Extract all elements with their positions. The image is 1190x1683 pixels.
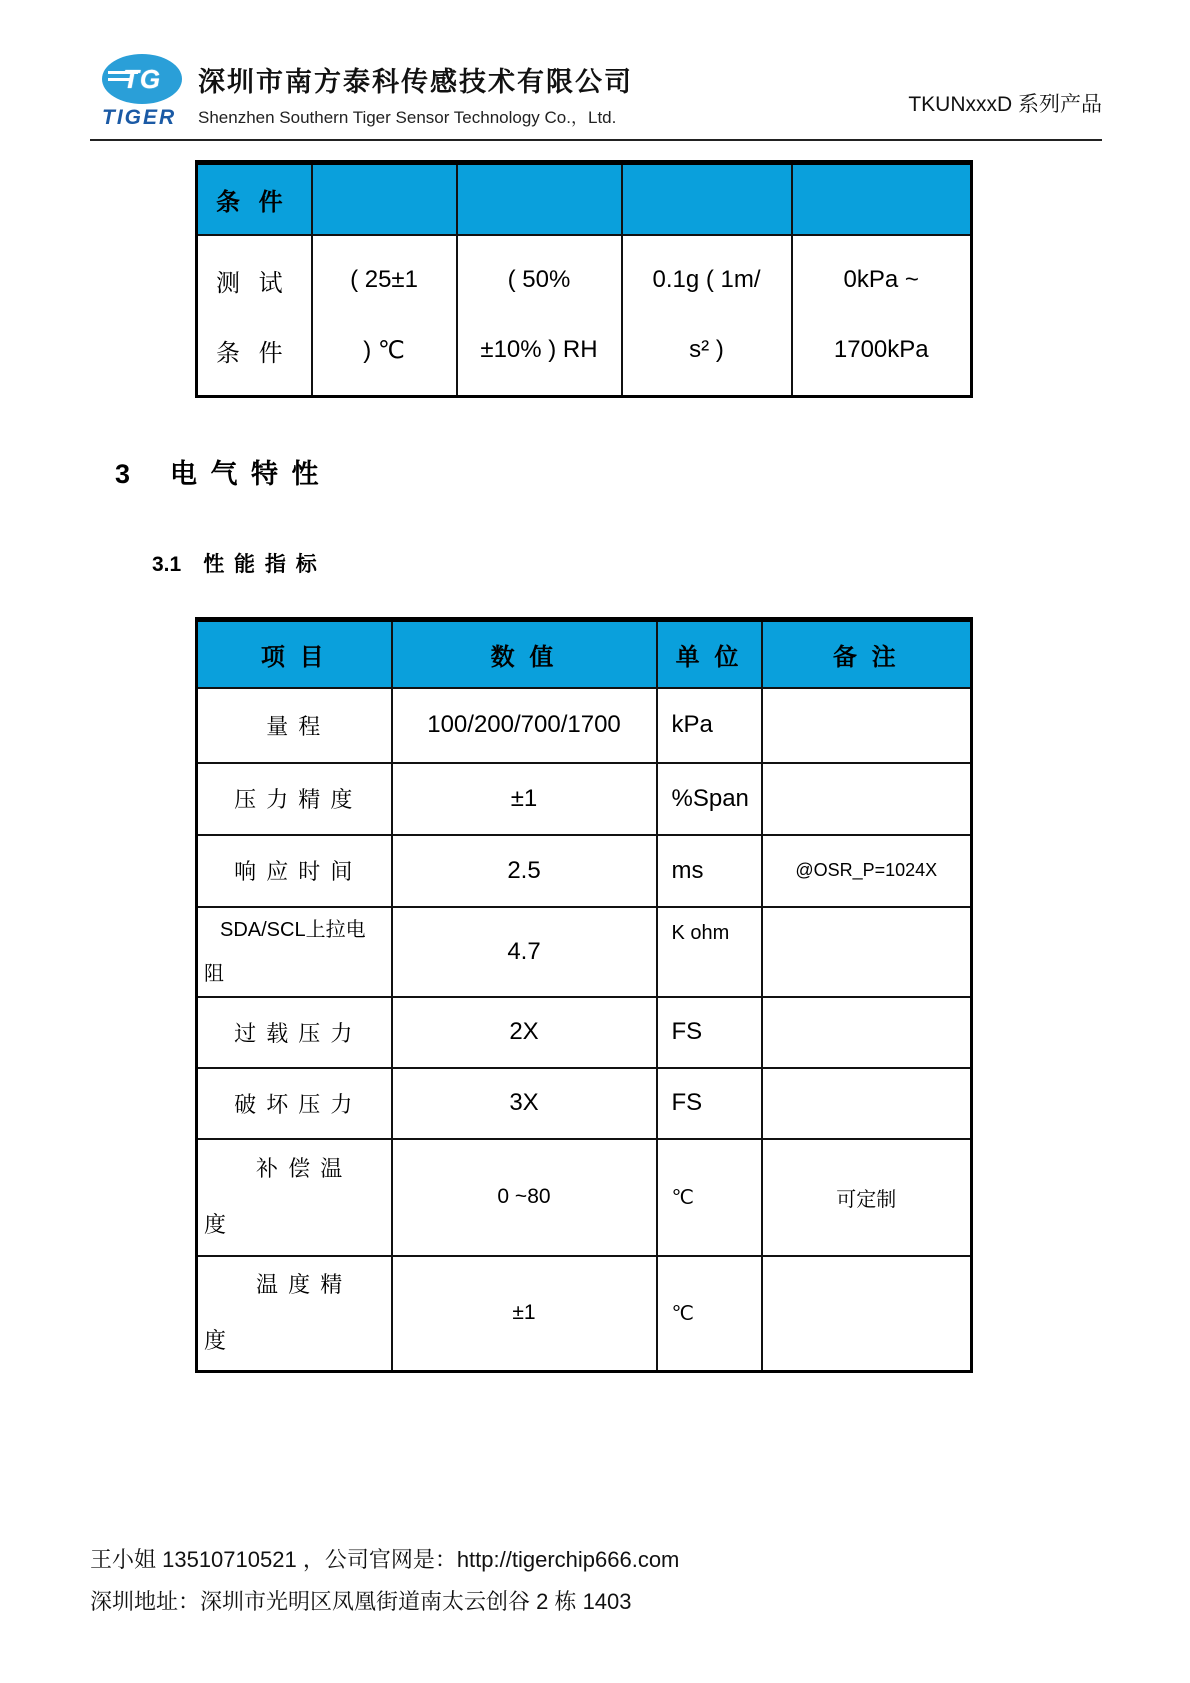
footer-contact-line: 王小姐 13510710521 ，公司官网是：http://tigerchip666.com: [90, 1547, 680, 1572]
spec-header-note: 备 注: [762, 620, 972, 688]
header-divider: [90, 139, 1102, 141]
gravity-line1: 0.1g ( 1m/: [652, 266, 761, 294]
condition-gravity-cell: [622, 235, 792, 397]
spec-item: 压 力 精 度: [197, 763, 392, 835]
spec-value: 2.5: [392, 835, 657, 907]
spec-unit: FS: [657, 997, 762, 1068]
conditions-header-cell: [457, 163, 622, 235]
spec-unit: ℃: [657, 1139, 762, 1256]
spec-header-item: 项 目: [197, 620, 392, 688]
pressure-line1: 0kPa ~: [843, 266, 919, 294]
spec-note: [762, 763, 972, 835]
logo-tg-monogram: TG: [122, 63, 162, 94]
spec-unit: ms: [657, 835, 762, 907]
temperature-line1: ( 25±1: [350, 266, 418, 293]
logo-tiger-wordmark: TIGER: [102, 106, 177, 129]
performance-spec-table: [195, 617, 973, 1373]
table-row: [197, 907, 972, 997]
subsection-number: 3.1: [152, 553, 182, 576]
spec-note: 可定制: [762, 1139, 972, 1256]
table-row: [197, 1256, 972, 1372]
spec-header-unit: 单 位: [657, 620, 762, 688]
conditions-label-line1: 测 试: [216, 269, 289, 297]
conditions-label-line2: 条 件: [216, 339, 289, 367]
table-row: [197, 1068, 972, 1139]
conditions-header-row: [197, 163, 972, 235]
spec-unit: kPa: [657, 688, 762, 763]
spec-note: @OSR_P=1024X: [762, 835, 972, 907]
company-name-cn: 深圳市南方泰科传感技术有限公司: [198, 67, 633, 97]
table-row: [197, 835, 972, 907]
spec-item: [197, 907, 392, 997]
test-conditions-table: [195, 160, 973, 398]
section-heading: [115, 452, 322, 491]
section-number: 3: [115, 459, 131, 489]
spec-item: 量 程: [197, 688, 392, 763]
table-row: [197, 763, 972, 835]
spec-item: 过 载 压 力: [197, 997, 392, 1068]
subsection-title: 性 能 指 标: [203, 553, 319, 576]
spec-value: 2X: [392, 997, 657, 1068]
spec-value: ±1: [392, 1256, 657, 1372]
condition-temperature-cell: [312, 235, 457, 397]
pressure-line2: 1700kPa: [833, 336, 929, 364]
spec-unit: ℃: [657, 1256, 762, 1372]
conditions-header-cell: [792, 163, 972, 235]
spec-note: [762, 997, 972, 1068]
conditions-header-cell: [312, 163, 457, 235]
table-row: [197, 688, 972, 763]
spec-note: [762, 1068, 972, 1139]
condition-humidity-cell: [457, 235, 622, 397]
spec-item: 破 坏 压 力: [197, 1068, 392, 1139]
subsection-heading: [152, 548, 319, 578]
spec-value: 3X: [392, 1068, 657, 1139]
spec-unit: %Span: [657, 763, 762, 835]
spec-item: 响 应 时 间: [197, 835, 392, 907]
spec-item: [197, 1256, 392, 1372]
conditions-header-cell: 条 件: [197, 163, 312, 235]
humidity-line2: ±10% ) RH: [480, 336, 598, 364]
humidity-line1: ( 50%: [507, 266, 571, 294]
spec-item: [197, 1139, 392, 1256]
spec-value: 100/200/700/1700: [392, 688, 657, 763]
spec-unit: FS: [657, 1068, 762, 1139]
company-name-en: Shenzhen Southern Tiger Sensor Technology Co.，Ltd.: [198, 108, 617, 127]
footer-address-line: 深圳地址：深圳市光明区凤凰街道南太云创谷 2 栋 1403: [90, 1589, 632, 1614]
spec-value: 0 ~80: [392, 1139, 657, 1256]
spec-note: [762, 688, 972, 763]
spec-header-value: 数 值: [392, 620, 657, 688]
spec-value: ±1: [392, 763, 657, 835]
table-row: [197, 997, 972, 1068]
section-title: 电 气 特 性: [170, 459, 322, 489]
tiger-logo-icon: [102, 54, 182, 104]
conditions-body-row: [197, 235, 972, 397]
spec-item-text: SDA/SCL上拉电阻: [204, 918, 366, 985]
conditions-header-cell: [622, 163, 792, 235]
spec-unit: K ohm: [657, 907, 762, 997]
spec-header-row: [197, 620, 972, 688]
spec-note: [762, 1256, 972, 1372]
spec-note: [762, 907, 972, 997]
conditions-row-label-cell: [197, 235, 312, 397]
product-series-label: TKUNxxxD 系列产品: [908, 93, 1102, 116]
table-row: [197, 1139, 972, 1256]
spec-item-text: 补 偿 温 度: [204, 1156, 345, 1237]
temperature-line2: ) ℃: [363, 336, 405, 364]
spec-item-text: 温 度 精 度: [204, 1272, 345, 1354]
gravity-line2: s² ): [689, 336, 724, 364]
spec-value: 4.7: [392, 907, 657, 997]
condition-pressure-cell: [792, 235, 972, 397]
company-logo: [102, 54, 194, 130]
